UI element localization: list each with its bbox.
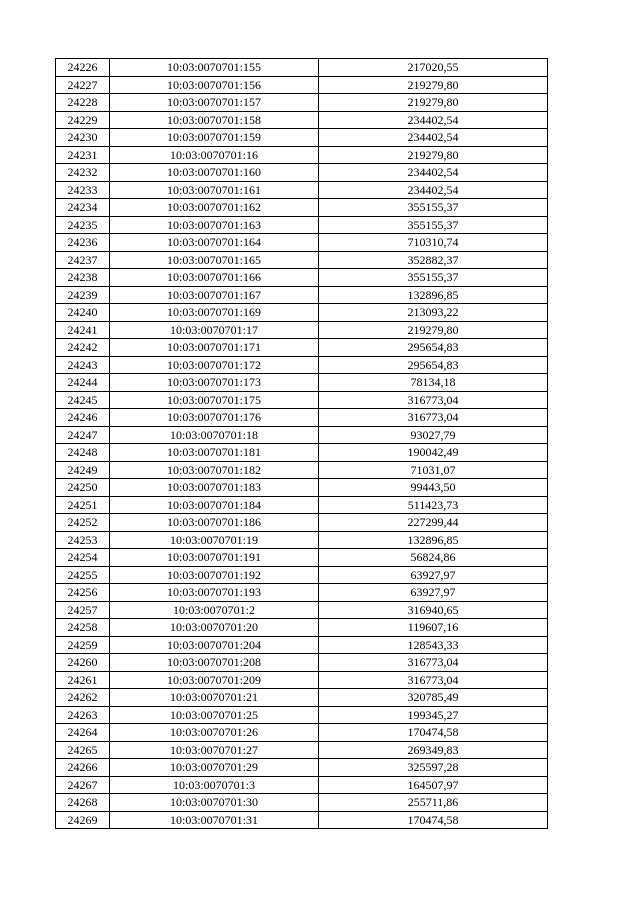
table-row <box>56 671 548 689</box>
table-row <box>56 496 548 514</box>
table-row <box>56 304 548 322</box>
row-number-cell: 24244 <box>56 374 110 392</box>
cadastral-number-cell: 10:03:0070701:159 <box>110 129 319 147</box>
table-row <box>56 181 548 199</box>
row-number-cell: 24242 <box>56 339 110 357</box>
value-cell: 119607,16 <box>319 619 548 637</box>
value-cell: 190042,49 <box>319 444 548 462</box>
table-row <box>56 461 548 479</box>
table-row <box>56 654 548 672</box>
table-row <box>56 794 548 812</box>
cadastral-number-cell: 10:03:0070701:155 <box>110 59 319 77</box>
row-number-cell: 24240 <box>56 304 110 322</box>
row-number-cell: 24263 <box>56 706 110 724</box>
table-row <box>56 601 548 619</box>
cadastral-number-cell: 10:03:0070701:31 <box>110 811 319 829</box>
table-row <box>56 549 548 567</box>
cadastral-number-cell: 10:03:0070701:19 <box>110 531 319 549</box>
row-number-cell: 24249 <box>56 461 110 479</box>
cadastral-number-cell: 10:03:0070701:182 <box>110 461 319 479</box>
row-number-cell: 24252 <box>56 514 110 532</box>
value-cell: 93027,79 <box>319 426 548 444</box>
value-cell: 63927,97 <box>319 584 548 602</box>
row-number-cell: 24241 <box>56 321 110 339</box>
cadastral-number-cell: 10:03:0070701:173 <box>110 374 319 392</box>
row-number-cell: 24267 <box>56 776 110 794</box>
value-cell: 219279,80 <box>319 146 548 164</box>
cadastral-number-cell: 10:03:0070701:193 <box>110 584 319 602</box>
value-cell: 234402,54 <box>319 164 548 182</box>
row-number-cell: 24264 <box>56 724 110 742</box>
row-number-cell: 24253 <box>56 531 110 549</box>
row-number-cell: 24255 <box>56 566 110 584</box>
row-number-cell: 24238 <box>56 269 110 287</box>
cadastral-number-cell: 10:03:0070701:16 <box>110 146 319 164</box>
value-cell: 219279,80 <box>319 94 548 112</box>
table-row <box>56 776 548 794</box>
value-cell: 316773,04 <box>319 391 548 409</box>
value-cell: 56824,86 <box>319 549 548 567</box>
table-row <box>56 234 548 252</box>
table-row <box>56 269 548 287</box>
table-row <box>56 689 548 707</box>
row-number-cell: 24228 <box>56 94 110 112</box>
value-cell: 234402,54 <box>319 181 548 199</box>
table-row <box>56 706 548 724</box>
row-number-cell: 24269 <box>56 811 110 829</box>
table-row <box>56 444 548 462</box>
cadastral-number-cell: 10:03:0070701:20 <box>110 619 319 637</box>
table-row <box>56 619 548 637</box>
value-cell: 219279,80 <box>319 76 548 94</box>
table-row <box>56 566 548 584</box>
value-cell: 355155,37 <box>319 216 548 234</box>
row-number-cell: 24245 <box>56 391 110 409</box>
cadastral-number-cell: 10:03:0070701:192 <box>110 566 319 584</box>
row-number-cell: 24234 <box>56 199 110 217</box>
value-cell: 219279,80 <box>319 321 548 339</box>
cadastral-number-cell: 10:03:0070701:183 <box>110 479 319 497</box>
row-number-cell: 24243 <box>56 356 110 374</box>
table-row <box>56 164 548 182</box>
row-number-cell: 24246 <box>56 409 110 427</box>
value-cell: 255711,86 <box>319 794 548 812</box>
table-row <box>56 111 548 129</box>
data-table <box>55 58 548 829</box>
cadastral-number-cell: 10:03:0070701:165 <box>110 251 319 269</box>
table-row <box>56 321 548 339</box>
cadastral-number-cell: 10:03:0070701:209 <box>110 671 319 689</box>
table-row <box>56 356 548 374</box>
cadastral-number-cell: 10:03:0070701:184 <box>110 496 319 514</box>
table-row <box>56 811 548 829</box>
cadastral-number-cell: 10:03:0070701:208 <box>110 654 319 672</box>
row-number-cell: 24258 <box>56 619 110 637</box>
row-number-cell: 24261 <box>56 671 110 689</box>
row-number-cell: 24262 <box>56 689 110 707</box>
table-row <box>56 531 548 549</box>
table-row <box>56 129 548 147</box>
value-cell: 355155,37 <box>319 199 548 217</box>
cadastral-number-cell: 10:03:0070701:27 <box>110 741 319 759</box>
value-cell: 227299,44 <box>319 514 548 532</box>
cadastral-number-cell: 10:03:0070701:167 <box>110 286 319 304</box>
row-number-cell: 24231 <box>56 146 110 164</box>
value-cell: 63927,97 <box>319 566 548 584</box>
cadastral-number-cell: 10:03:0070701:26 <box>110 724 319 742</box>
cadastral-number-cell: 10:03:0070701:162 <box>110 199 319 217</box>
row-number-cell: 24250 <box>56 479 110 497</box>
cadastral-number-cell: 10:03:0070701:30 <box>110 794 319 812</box>
table-row <box>56 76 548 94</box>
cadastral-number-cell: 10:03:0070701:169 <box>110 304 319 322</box>
table-row <box>56 584 548 602</box>
table-row <box>56 724 548 742</box>
value-cell: 269349,83 <box>319 741 548 759</box>
table-row <box>56 216 548 234</box>
cadastral-number-cell: 10:03:0070701:164 <box>110 234 319 252</box>
value-cell: 316773,04 <box>319 654 548 672</box>
value-cell: 132896,85 <box>319 286 548 304</box>
value-cell: 164507,97 <box>319 776 548 794</box>
value-cell: 355155,37 <box>319 269 548 287</box>
value-cell: 316940,65 <box>319 601 548 619</box>
value-cell: 316773,04 <box>319 671 548 689</box>
value-cell: 295654,83 <box>319 356 548 374</box>
row-number-cell: 24268 <box>56 794 110 812</box>
row-number-cell: 24232 <box>56 164 110 182</box>
cadastral-number-cell: 10:03:0070701:166 <box>110 269 319 287</box>
row-number-cell: 24239 <box>56 286 110 304</box>
table-row <box>56 251 548 269</box>
table-row <box>56 426 548 444</box>
value-cell: 352882,37 <box>319 251 548 269</box>
value-cell: 71031,07 <box>319 461 548 479</box>
value-cell: 234402,54 <box>319 129 548 147</box>
row-number-cell: 24235 <box>56 216 110 234</box>
cadastral-number-cell: 10:03:0070701:158 <box>110 111 319 129</box>
table-row <box>56 514 548 532</box>
table-row <box>56 146 548 164</box>
table-row <box>56 286 548 304</box>
row-number-cell: 24266 <box>56 759 110 777</box>
row-number-cell: 24233 <box>56 181 110 199</box>
cadastral-number-cell: 10:03:0070701:25 <box>110 706 319 724</box>
table-row <box>56 409 548 427</box>
cadastral-number-cell: 10:03:0070701:157 <box>110 94 319 112</box>
row-number-cell: 24254 <box>56 549 110 567</box>
value-cell: 78134,18 <box>319 374 548 392</box>
row-number-cell: 24248 <box>56 444 110 462</box>
table-row <box>56 479 548 497</box>
table-body <box>56 59 548 829</box>
cadastral-number-cell: 10:03:0070701:181 <box>110 444 319 462</box>
row-number-cell: 24257 <box>56 601 110 619</box>
value-cell: 132896,85 <box>319 531 548 549</box>
table-row <box>56 199 548 217</box>
value-cell: 234402,54 <box>319 111 548 129</box>
cadastral-number-cell: 10:03:0070701:191 <box>110 549 319 567</box>
cadastral-number-cell: 10:03:0070701:176 <box>110 409 319 427</box>
table-row <box>56 59 548 77</box>
value-cell: 325597,28 <box>319 759 548 777</box>
cadastral-number-cell: 10:03:0070701:29 <box>110 759 319 777</box>
table-row <box>56 741 548 759</box>
value-cell: 295654,83 <box>319 339 548 357</box>
row-number-cell: 24226 <box>56 59 110 77</box>
cadastral-number-cell: 10:03:0070701:171 <box>110 339 319 357</box>
value-cell: 511423,73 <box>319 496 548 514</box>
row-number-cell: 24259 <box>56 636 110 654</box>
row-number-cell: 24229 <box>56 111 110 129</box>
cadastral-number-cell: 10:03:0070701:161 <box>110 181 319 199</box>
table-row <box>56 759 548 777</box>
value-cell: 320785,49 <box>319 689 548 707</box>
table-row <box>56 339 548 357</box>
row-number-cell: 24260 <box>56 654 110 672</box>
cadastral-number-cell: 10:03:0070701:172 <box>110 356 319 374</box>
value-cell: 217020,55 <box>319 59 548 77</box>
row-number-cell: 24251 <box>56 496 110 514</box>
table-row <box>56 391 548 409</box>
cadastral-number-cell: 10:03:0070701:156 <box>110 76 319 94</box>
cadastral-number-cell: 10:03:0070701:160 <box>110 164 319 182</box>
row-number-cell: 24256 <box>56 584 110 602</box>
cadastral-number-cell: 10:03:0070701:186 <box>110 514 319 532</box>
value-cell: 170474,58 <box>319 811 548 829</box>
cadastral-number-cell: 10:03:0070701:175 <box>110 391 319 409</box>
cadastral-number-cell: 10:03:0070701:18 <box>110 426 319 444</box>
row-number-cell: 24236 <box>56 234 110 252</box>
cadastral-number-cell: 10:03:0070701:3 <box>110 776 319 794</box>
value-cell: 128543,33 <box>319 636 548 654</box>
table-row <box>56 636 548 654</box>
value-cell: 99443,50 <box>319 479 548 497</box>
cadastral-number-cell: 10:03:0070701:163 <box>110 216 319 234</box>
value-cell: 316773,04 <box>319 409 548 427</box>
value-cell: 170474,58 <box>319 724 548 742</box>
cadastral-number-cell: 10:03:0070701:21 <box>110 689 319 707</box>
table-row <box>56 94 548 112</box>
table-row <box>56 374 548 392</box>
cadastral-number-cell: 10:03:0070701:17 <box>110 321 319 339</box>
row-number-cell: 24230 <box>56 129 110 147</box>
row-number-cell: 24227 <box>56 76 110 94</box>
row-number-cell: 24237 <box>56 251 110 269</box>
cadastral-number-cell: 10:03:0070701:204 <box>110 636 319 654</box>
value-cell: 199345,27 <box>319 706 548 724</box>
value-cell: 213093,22 <box>319 304 548 322</box>
cadastral-number-cell: 10:03:0070701:2 <box>110 601 319 619</box>
row-number-cell: 24265 <box>56 741 110 759</box>
row-number-cell: 24247 <box>56 426 110 444</box>
value-cell: 710310,74 <box>319 234 548 252</box>
